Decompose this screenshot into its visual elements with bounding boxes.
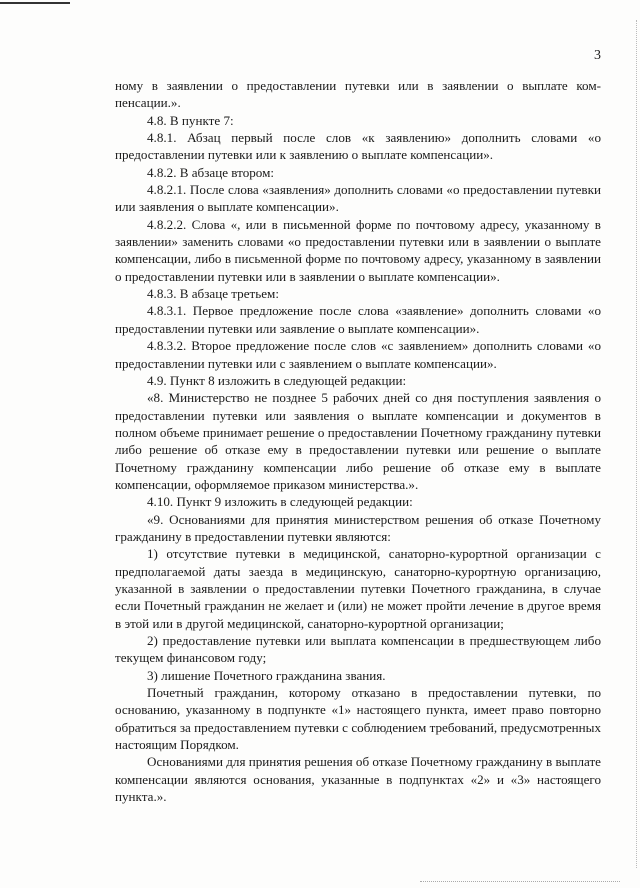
paragraph: 4.8.3. В абзаце третьем:	[147, 286, 279, 302]
paragraph: «9. Основаниями для принятия министерством решения об отказе Почетному гражданину в предоставлении путевки являются:	[115, 511, 601, 544]
paragraph: 4.8.3.2. Второе предложение после слов «с заявлением» дополнить словами «о предоставлении путевки или с заявлением о выплате компенсации».	[115, 338, 601, 371]
paragraph: Основаниями для принятия решения об отказе Почетному гражданину в выплате компенсации являются основания, указанные в подпунктах «2» и «3» настоящего пункта.».	[115, 754, 601, 805]
paragraph: 4.8.2. В абзаце втором:	[147, 164, 275, 180]
paragraph: 4.8. В пункте 7:	[147, 112, 234, 128]
scan-noise	[420, 881, 620, 882]
paragraph: 3) лишение Почетного гражданина звания.	[147, 667, 386, 683]
paragraph: 4.8.1. Абзац первый после слов «к заявлению» дополнить словами «о предоставлении путевки или к заявлению о выплате компенсации».	[115, 130, 601, 163]
body-text	[115, 77, 601, 805]
paragraph: 1) отсутствие путевки в медицинской, санаторно-курортной организации с предполагаемой даты заезда в медицинскую, санаторно-курортную организацию, указанной в заявлении о предоставлении путевки Почетного гражданина, в случае если Почетный гражданин не желает и (или) не может пройти лечение в другое время в этой или в другой медицинской, санаторно-курортной организации;	[115, 546, 601, 631]
paragraph: ному в заявлении о предоставлении путевки или в заявлении о выплате компенсации.».	[115, 78, 601, 111]
scan-edge	[636, 20, 637, 868]
paragraph: 4.10. Пункт 9 изложить в следующей редакции:	[147, 494, 413, 510]
paragraph: 4.8.2.1. После слова «заявления» дополнить словами «о предоставлении путевки или заявления о выплате компенсации».	[115, 182, 601, 215]
paragraph: 4.8.3.1. Первое предложение после слова «заявление» дополнить словами «о предоставлении путевки или заявление о выплате компенсации».	[115, 303, 601, 336]
paragraph: Почетный гражданин, которому отказано в предоставлении путевки, по основанию, указанному в подпункте «1» настоящего пункта, имеет право повторно обратиться за предоставлением путевки с соблюдением требований, предусмотренных настоящим Порядком.	[115, 685, 601, 753]
paragraph: 4.9. Пункт 8 изложить в следующей редакции:	[147, 372, 407, 388]
paragraph: 4.8.2.2. Слова «, или в письменной форме по почтовому адресу, указанному в заявлении» заменить словами «о предоставлении путевки или в заявлении о выплате компенсации, либо в письменной форме по почтовому адресу, указанному в заявлении о предоставлении путевки или в заявлении о выплате компенсации».	[115, 216, 601, 284]
paragraph: «8. Министерство не позднее 5 рабочих дней со дня поступления заявления о предоставлении путевки или заявления о выплате компенсации и документов в полном объеме принимает решение о предоставлении Почетному гражданину путевки либо решение об отказе ему в предоставлении путевки или решение о выплате Почетному гражданину компенсации либо решение об отказе ему в выплате компенсации, оформляемое приказом министерства.».	[115, 390, 601, 492]
page-number: 3	[594, 48, 601, 63]
paragraph: 2) предоставление путевки или выплата компенсации в предшествующем либо текущем финансовом году;	[115, 633, 601, 666]
top-rule	[0, 2, 70, 4]
